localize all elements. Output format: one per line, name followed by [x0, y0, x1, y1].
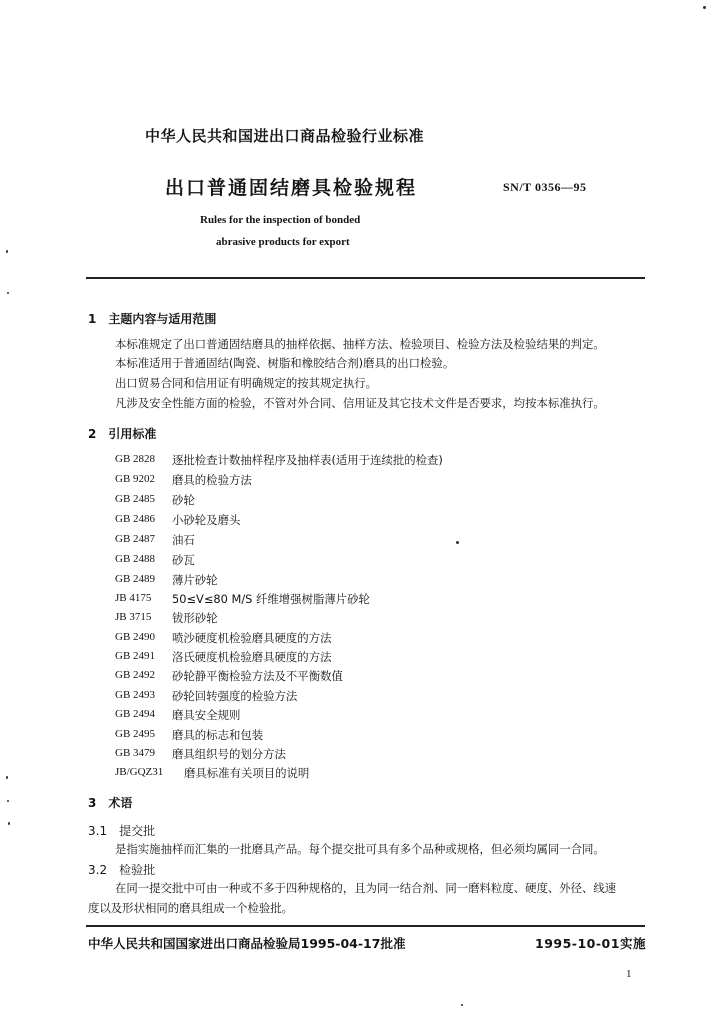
footer-divider	[86, 925, 645, 927]
reference-code: JB 3715	[115, 611, 152, 623]
reference-code: GB 2488	[115, 553, 156, 565]
reference-title: 磨具的检验方法	[172, 473, 252, 487]
reference-title: 50≤V≤80 M/S 纤维增强树脂薄片砂轮	[172, 592, 370, 606]
reference-title: 磨具组织号的划分方法	[172, 747, 286, 761]
reference-title: 逐批检查计数抽样程序及抽样表(适用于连续批的检查)	[172, 453, 443, 467]
english-title-line1: Rules for the inspection of bonded	[200, 214, 361, 226]
reference-code: GB 2490	[115, 631, 156, 643]
reference-title: 洛氏硬度机检验磨具硬度的方法	[172, 650, 332, 664]
reference-code: GB 2494	[115, 708, 156, 720]
top-divider	[86, 277, 645, 279]
reference-title: 磨具标准有关项目的说明	[184, 766, 310, 780]
effective-date: 1995-10-01实施	[535, 936, 646, 951]
section1-para: 本标准适用于普通固结(陶瓷、树脂和橡胶结合剂)磨具的出口检验。	[115, 356, 455, 370]
reference-title: 磨具安全规则	[172, 708, 241, 722]
scan-speck	[7, 292, 9, 294]
reference-title: 油石	[172, 533, 195, 547]
term2-heading: 3.2 检验批	[88, 863, 156, 877]
reference-title: 薄片砂轮	[172, 573, 218, 587]
scan-speck	[7, 800, 9, 802]
term2-text-line1: 在同一提交批中可由一种或不多于四种规格的，且为同一结合剂、同一磨料粒度、硬度、外径、线速	[115, 881, 617, 895]
reference-title: 砂轮静平衡检验方法及不平衡数值	[172, 669, 343, 683]
reference-code: GB 2493	[115, 689, 156, 701]
section1-para: 凡涉及安全性能方面的检验，不管对外合同、信用证及其它技术文件是否要求，均按本标准执行。	[115, 396, 605, 410]
document-title: 出口普通固结磨具检验规程	[165, 177, 418, 199]
section1-heading: 1 主题内容与适用范围	[88, 312, 217, 326]
reference-code: GB 3479	[115, 747, 156, 759]
scan-speck	[6, 776, 8, 779]
reference-code: GB 2489	[115, 573, 156, 585]
reference-code: GB 2495	[115, 728, 156, 740]
reference-code: GB 2486	[115, 513, 156, 525]
page-number: 1	[626, 968, 632, 980]
standard-number: SN/T 0356—95	[503, 180, 587, 194]
reference-code: GB 2485	[115, 493, 156, 505]
section1-para: 本标准规定了出口普通固结磨具的抽样依据、抽样方法、检验项目、检验方法及检验结果的判定。	[115, 337, 605, 351]
reference-title: 砂轮回转强度的检验方法	[172, 689, 298, 703]
reference-title: 砂轮	[172, 493, 195, 507]
header-title: 中华人民共和国进出口商品检验行业标准	[145, 127, 425, 145]
section1-para: 出口贸易合同和信用证有明确规定的按其规定执行。	[115, 376, 377, 390]
reference-code: GB 2492	[115, 669, 156, 681]
scan-speck	[6, 250, 8, 253]
section2-heading: 2 引用标准	[88, 427, 157, 441]
scan-speck	[8, 822, 10, 825]
reference-title: 小砂轮及磨头	[172, 513, 241, 527]
issuer-approval: 中华人民共和国国家进出口商品检验局1995-04-17批准	[88, 936, 406, 951]
term2-text-line2: 度以及形状相同的磨具组成一个检验批。	[88, 901, 294, 915]
reference-title: 磨具的标志和包装	[172, 728, 264, 742]
english-title-line2: abrasive products for export	[216, 236, 350, 248]
scan-speck	[703, 6, 706, 9]
term1-heading: 3.1 提交批	[88, 824, 156, 838]
reference-code: GB 9202	[115, 473, 156, 485]
term1-text: 是指实施抽样而汇集的一批磨具产品。每个提交批可具有多个品种或规格，但必须均属同一合同。	[115, 842, 605, 856]
reference-code: JB/GQZ31	[115, 766, 164, 778]
reference-title: 砂瓦	[172, 553, 195, 567]
reference-title: 钹形砂轮	[172, 611, 218, 625]
reference-title: 喷沙硬度机检验磨具硬度的方法	[172, 631, 332, 645]
reference-code: GB 2828	[115, 453, 156, 465]
section3-heading: 3 术语	[88, 796, 133, 810]
scan-speck	[461, 1004, 463, 1006]
scan-speck	[456, 541, 459, 544]
reference-code: GB 2491	[115, 650, 156, 662]
reference-code: JB 4175	[115, 592, 152, 604]
reference-code: GB 2487	[115, 533, 156, 545]
